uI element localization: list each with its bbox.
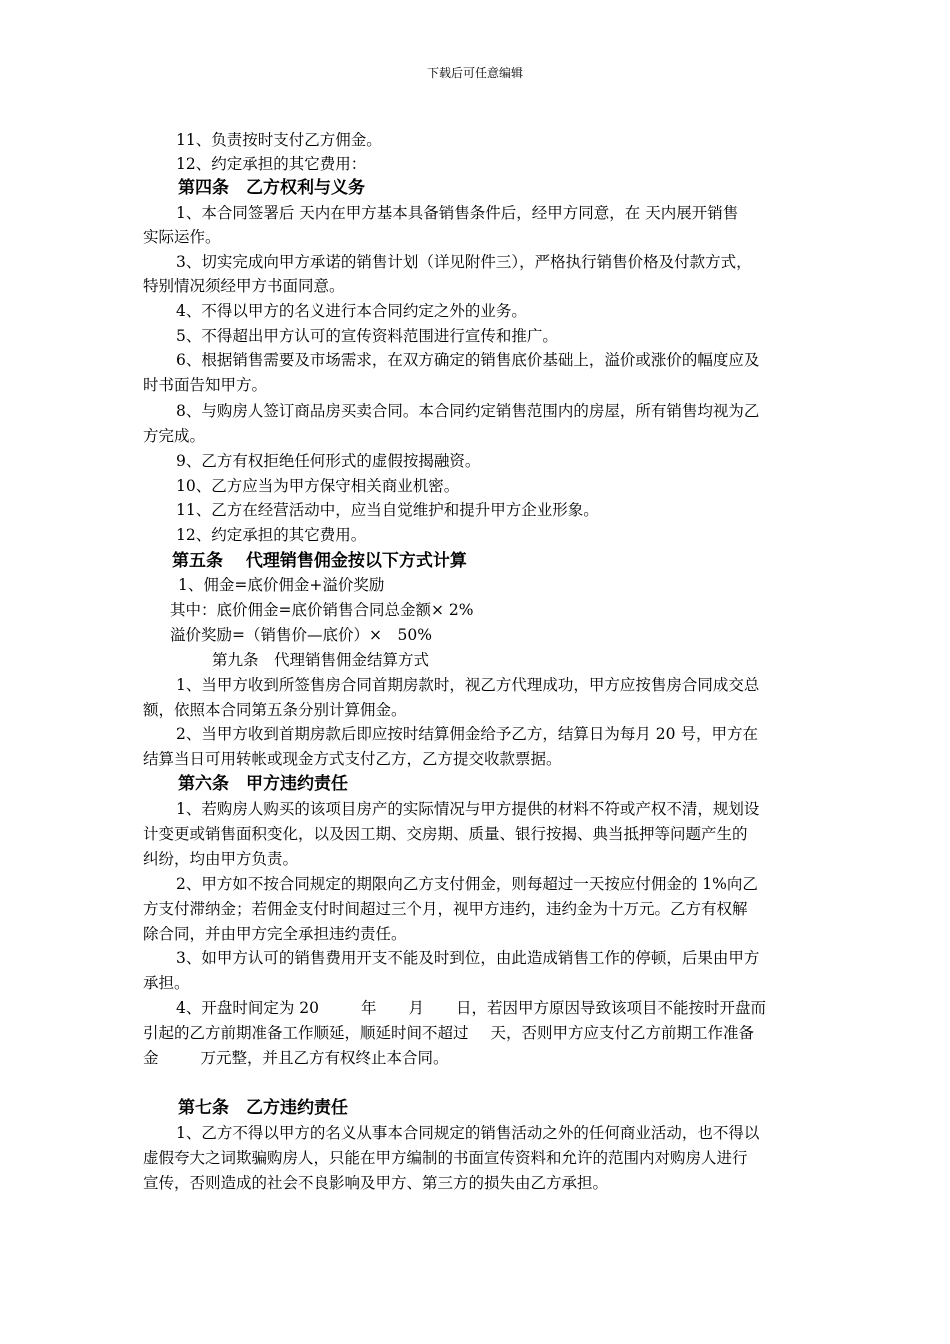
- clause-6-4-month: 月: [408, 999, 425, 1017]
- clause-6-3-line1: 3、如甲方认可的销售费用开支不能及时到位，由此造成销售工作的停顿，后果由甲方: [176, 949, 760, 967]
- article-7-title: 第七条 乙方违约责任: [178, 1098, 348, 1118]
- clause-6-4-part4: 天，否则甲方应支付乙方前期工作准备: [490, 1024, 755, 1042]
- clause-9-2-line2: 结算当日可用转帐或现金方式支付乙方，乙方提交收款票据。: [143, 750, 562, 768]
- clause-4-9: 9、乙方有权拒绝任何形式的虚假按揭融资。: [176, 452, 481, 470]
- clause-6-4-line1: [176, 996, 766, 1020]
- clause-6-4-year: 年: [361, 999, 377, 1017]
- clause-4-3-line1: 3、切实完成向甲方承诺的销售计划（详见附件三），严格执行销售价格及付款方式，: [176, 253, 752, 271]
- clause-9-1-line1: 1、当甲方收到所签售房合同首期房款时，视乙方代理成功，甲方应按售房合同成交总: [176, 676, 760, 694]
- clause-5-formula-1: 其中：底价佣金=底价销售合同总金额× 2%: [170, 601, 474, 619]
- clause-4-10: 10、乙方应当为甲方保守相关商业机密。: [176, 477, 460, 495]
- clause-4-3-line2: 特别情况须经甲方书面同意。: [143, 277, 345, 295]
- article-9-title: 第九条 代理销售佣金结算方式: [212, 651, 430, 669]
- clause-6-1-line2: 计变更或销售面积变化，以及因工期、交房期、质量、银行按揭、典当抵押等问题产生的: [143, 825, 748, 843]
- clause-6-2-line3: 除合同，并由甲方完全承担违约责任。: [143, 925, 407, 943]
- clause-5-formula-2: 溢价奖励=（销售价—底价）× 50%: [170, 626, 432, 644]
- clause-4-1-line1: 1、本合同签署后 天内在甲方基本具备销售条件后，经甲方同意，在 天内展开销售: [176, 204, 739, 222]
- clause-6-2-line1: 2、甲方如不按合同规定的期限向乙方支付佣金，则每超过一天按应付佣金的 1%向乙: [176, 875, 758, 893]
- clause-6-4-part2: 日，若因甲方原因导致该项目不能按时开盘而: [456, 999, 767, 1017]
- clause-9-2-line1: 2、当甲方收到首期房款后即应按时结算佣金给予乙方，结算日为每月 20 号，甲方在: [176, 725, 758, 743]
- clause-9-1-line2: 额，依照本合同第五条分别计算佣金。: [143, 701, 407, 719]
- clause-4-6-line2: 时书面告知甲方。: [143, 376, 268, 394]
- article-5-title: 第五条 代理销售佣金按以下方式计算: [172, 551, 467, 571]
- clause-6-4-line2: [143, 1021, 754, 1045]
- clause-4-8-line1: 8、与购房人签订商品房买卖合同。本合同约定销售范围内的房屋，所有销售均视为乙: [176, 402, 760, 420]
- clause-4-1-line2: 实际运作。: [143, 228, 221, 246]
- clause-6-3-line2: 承担。: [143, 974, 190, 992]
- clause-3-12: 12、约定承担的其它费用：: [176, 155, 367, 173]
- clause-6-4-part1: 4、开盘时间定为 20: [176, 999, 320, 1017]
- clause-6-1-line1: 1、若购房人购买的该项目房产的实际情况与甲方提供的材料不符或产权不清，规划设: [176, 800, 760, 818]
- clause-5-1: 1、佣金=底价佣金+溢价奖励: [178, 576, 385, 594]
- clause-4-6-line1: 6、根据销售需要及市场需求，在双方确定的销售底价基础上，溢价或涨价的幅度应及: [176, 351, 760, 369]
- clause-4-4: 4、不得以甲方的名义进行本合同约定之外的业务。: [176, 302, 527, 320]
- clause-6-4-part5: 金: [143, 1049, 159, 1067]
- clause-4-11: 11、乙方在经营活动中，应当自觉维护和提升甲方企业形象。: [176, 501, 599, 519]
- clause-4-8-line2: 方完成。: [143, 427, 206, 445]
- article-4-title: 第四条 乙方权利与义务: [178, 178, 365, 198]
- page-header: 下载后可任意编辑: [426, 66, 523, 80]
- clause-6-4-line3: [143, 1046, 449, 1070]
- clause-4-5: 5、不得超出甲方认可的宣传资料范围进行宣传和推广。: [176, 327, 558, 345]
- clause-4-12: 12、约定承担的其它费用。: [176, 526, 367, 544]
- article-6-title: 第六条 甲方违约责任: [178, 774, 348, 794]
- clause-6-4-part3: 引起的乙方前期准备工作顺延，顺延时间不超过: [143, 1024, 469, 1042]
- clause-3-11: 11、负责按时支付乙方佣金。: [176, 131, 382, 149]
- clause-6-2-line2: 方支付滞纳金；若佣金支付时间超过三个月，视甲方违约，违约金为十万元。乙方有权解: [143, 900, 748, 918]
- clause-7-1-line3: 宣传，否则造成的社会不良影响及甲方、第三方的损失由乙方承担。: [143, 1174, 609, 1192]
- clause-7-1-line2: 虚假夸大之词欺骗购房人，只能在甲方编制的书面宣传资料和允许的范围内对购房人进行: [143, 1149, 748, 1167]
- clause-6-1-line3: 纠纷，均由甲方负责。: [143, 850, 299, 868]
- clause-6-4-part6: 万元整，并且乙方有权终止本合同。: [200, 1049, 449, 1067]
- clause-7-1-line1: 1、乙方不得以甲方的名义从事本合同规定的销售活动之外的任何商业活动，也不得以: [176, 1124, 760, 1142]
